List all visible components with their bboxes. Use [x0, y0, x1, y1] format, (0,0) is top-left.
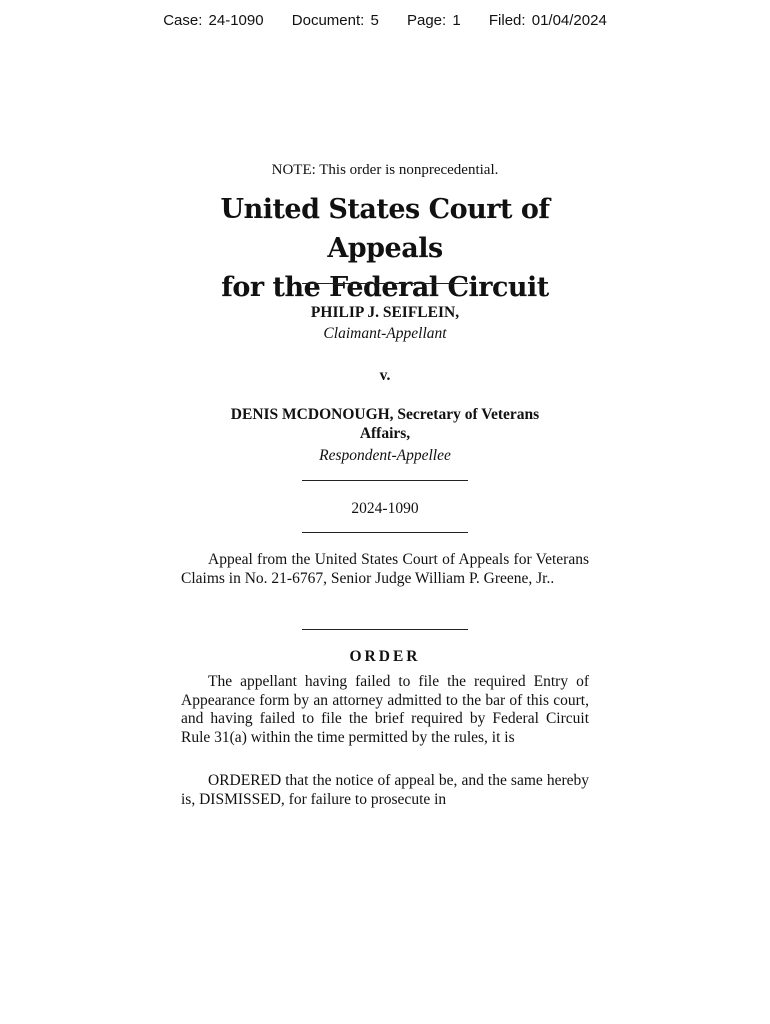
appeal-paragraph: Appeal from the United States Court of Appeals for Veterans Claims in No. 21-6767, Senior Judge William P. Greene, Jr..	[181, 551, 589, 587]
divider	[302, 283, 468, 284]
appellant-role: Claimant-Appellant	[323, 325, 447, 342]
order-heading: ORDER	[349, 648, 421, 665]
page-number: Page: 1	[406, 12, 461, 29]
court-title	[181, 190, 589, 307]
court-title-line-2: for the Federal Circuit	[221, 272, 549, 303]
divider	[302, 629, 468, 630]
divider	[302, 532, 468, 533]
page-header	[0, 12, 770, 29]
order-paragraph: The appellant having failed to file the required Entry of Appearance form by an attorney admitted to the bar of this court, and having failed to file the brief required by Federal Circuit Rule 31(a) within the time permitted by the rules, it is	[181, 673, 589, 746]
court-title-line-1: United States Court of Appeals	[220, 194, 550, 264]
divider	[302, 480, 468, 481]
versus: v.	[379, 367, 391, 384]
appellee-name-line-2: Affairs,	[359, 425, 411, 442]
docket-number: 2024-1090	[351, 500, 419, 517]
appellee-block	[181, 405, 589, 465]
document-number: Document: 5	[291, 12, 379, 29]
appellant-block	[181, 303, 589, 343]
appellee-name-line-1: DENIS MCDONOUGH, Secretary of Veterans	[230, 406, 540, 423]
appellee-role: Respondent-Appellee	[319, 447, 451, 464]
case-number: Case: 24-1090	[163, 12, 264, 29]
appellant-name: PHILIP J. SEIFLEIN,	[310, 304, 460, 321]
order-paragraph: ORDERED that the notice of appeal be, and the same hereby is, DISMISSED, for failure to prosecute in	[181, 772, 589, 808]
filed-date: Filed: 01/04/2024	[488, 12, 607, 29]
precedential-note: NOTE: This order is nonprecedential.	[271, 162, 499, 178]
